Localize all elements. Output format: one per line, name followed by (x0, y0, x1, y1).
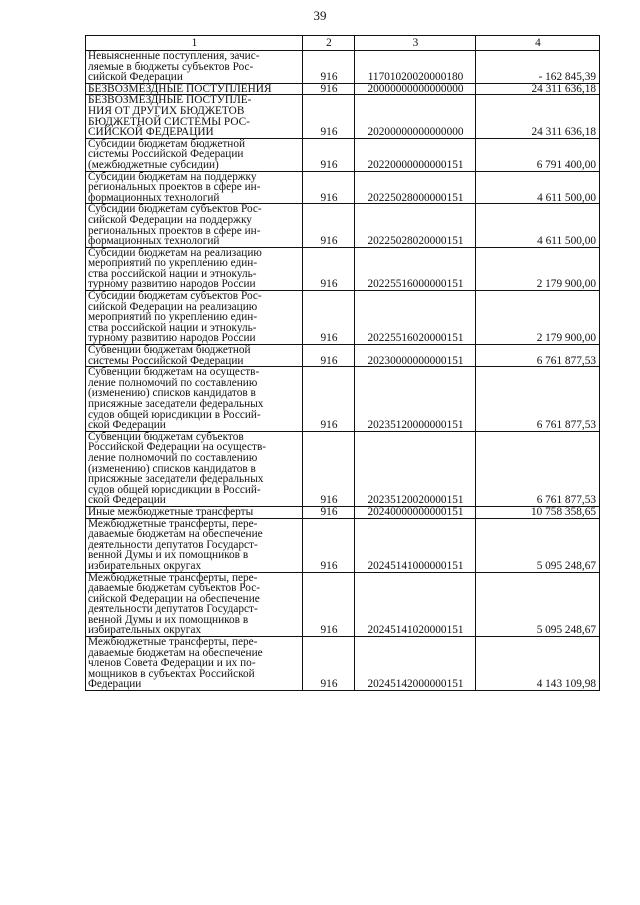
revenue-name-cell (86, 572, 303, 637)
amount-cell: 4 143 109,98 (476, 637, 600, 691)
admin-code-cell: 916 (303, 247, 355, 290)
revenue-name-line: турному развитию народов России (88, 332, 256, 345)
table-row (86, 83, 600, 95)
revenue-name-line: Субсидии бюджетам субъектов Рос- (88, 203, 262, 216)
amount-cell: - 162 845,39 (476, 51, 600, 84)
budget-classification-code-cell: 20245141020000151 (355, 572, 476, 637)
admin-code-cell: 916 (303, 95, 355, 138)
amount-cell: 6 791 400,00 (476, 138, 600, 171)
budget-classification-code-cell: 20230000000000151 (355, 345, 476, 367)
column-header-admin: 2 (303, 36, 355, 51)
revenue-name-line: системы Российской Федерации (88, 148, 244, 161)
budget-classification-code-cell: 20235120020000151 (355, 431, 476, 506)
budget-classification-code-cell: 20000000000000000 (355, 83, 476, 95)
admin-code-cell: 916 (303, 291, 355, 345)
revenue-name-line: даваемые бюджетам на обеспечение (88, 528, 263, 541)
admin-code-cell: 916 (303, 506, 355, 518)
amount-cell: 2 179 900,00 (476, 247, 600, 290)
table-row (86, 291, 600, 345)
revenue-name-line: Межбюджетные трансферты, пере- (88, 571, 258, 584)
revenue-name-line: ства российской нации и этнокуль- (88, 321, 257, 334)
table-row (86, 171, 600, 204)
table-body (86, 36, 600, 691)
revenue-name-cell (86, 345, 303, 367)
budget-revenue-table (85, 35, 600, 691)
table-row (86, 637, 600, 691)
amount-cell: 2 179 900,00 (476, 291, 600, 345)
revenue-name-line: БЕЗВОЗМЕЗДНЫЕ ПОСТУПЛЕНИЯ (88, 82, 272, 95)
budget-classification-code-cell: 20235120000000151 (355, 367, 476, 432)
admin-code-cell: 916 (303, 431, 355, 506)
revenue-name-cell (86, 637, 303, 691)
revenue-name-line: Иные межбюджетные трансферты (88, 505, 254, 518)
revenue-name-line: Субвенции бюджетам субъектов (88, 430, 244, 443)
admin-code-cell: 916 (303, 171, 355, 204)
admin-code-cell: 916 (303, 204, 355, 247)
revenue-name-cell (86, 506, 303, 518)
budget-classification-code-cell: 20200000000000000 (355, 95, 476, 138)
revenue-name-line: Субвенции бюджетам бюджетной (88, 344, 251, 357)
revenue-name-line: Субвенции бюджетам на осуществ- (88, 366, 260, 379)
revenue-name-line: судов общей юрисдикции в Россий- (88, 483, 261, 496)
revenue-name-cell (86, 138, 303, 171)
revenue-name-line: деятельности депутатов Государст- (88, 538, 258, 551)
revenue-name-line: НИЯ ОТ ДРУГИХ БЮДЖЕТОВ (88, 104, 245, 117)
revenue-name-line: Субсидии бюджетам на реализацию (88, 246, 262, 259)
table-row (86, 345, 600, 367)
revenue-name-cell (86, 95, 303, 138)
revenue-name-line: ской Федерации (88, 419, 166, 432)
budget-classification-code-cell: 20245141000000151 (355, 518, 476, 572)
amount-cell: 6 761 877,53 (476, 367, 600, 432)
amount-cell: 10 758 358,65 (476, 506, 600, 518)
revenue-name-line: турному развитию народов России (88, 278, 256, 291)
revenue-name-line: БЮДЖЕТНОЙ СИСТЕМЫ РОС- (88, 115, 250, 128)
revenue-name-line: сийской Федерации на обеспечение (88, 592, 260, 605)
revenue-name-line: (межбюджетные субсидии) (88, 158, 219, 171)
revenue-name-line: БЕЗВОЗМЕЗДНЫЕ ПОСТУПЛЕ- (88, 94, 252, 107)
revenue-name-line: Субсидии бюджетам на поддержку (88, 170, 257, 183)
revenue-name-line: (изменению) списков кандидатов в (88, 462, 256, 475)
revenue-name-line: (изменению) списков кандидатов в (88, 387, 256, 400)
budget-classification-code-cell: 20245142000000151 (355, 637, 476, 691)
revenue-name-cell (86, 431, 303, 506)
revenue-name-line: Невыясненные поступления, зачис- (88, 50, 260, 62)
budget-classification-code-cell: 20225516020000151 (355, 291, 476, 345)
revenue-name-line: деятельности депутатов Государст- (88, 603, 258, 616)
budget-classification-code-cell: 20225516000000151 (355, 247, 476, 290)
revenue-name-line: Субсидии бюджетам бюджетной (88, 137, 246, 150)
budget-classification-code-cell: 20220000000000151 (355, 138, 476, 171)
revenue-name-line: избирательных округах (88, 559, 202, 572)
revenue-name-line: ляемые в бюджеты субъектов Рос- (88, 60, 254, 73)
revenue-name-cell (86, 83, 303, 95)
table-row (86, 204, 600, 247)
table-row (86, 247, 600, 290)
admin-code-cell: 916 (303, 572, 355, 637)
amount-cell: 24 311 636,18 (476, 95, 600, 138)
amount-cell: 24 311 636,18 (476, 83, 600, 95)
budget-classification-code-cell: 20225028020000151 (355, 204, 476, 247)
revenue-name-line: сийской Федерации (88, 71, 183, 84)
revenue-name-line: ства российской нации и этнокуль- (88, 267, 257, 280)
amount-cell: 4 611 500,00 (476, 204, 600, 247)
revenue-name-line: ской Федерации (88, 494, 166, 507)
amount-cell: 4 611 500,00 (476, 171, 600, 204)
revenue-name-line: формационных технологий (88, 191, 220, 204)
revenue-name-line: присяжные заседатели федеральных (88, 398, 264, 410)
revenue-name-cell (86, 51, 303, 84)
budget-classification-code-cell: 11701020020000180 (355, 51, 476, 84)
admin-code-cell: 916 (303, 637, 355, 691)
admin-code-cell: 916 (303, 83, 355, 95)
budget-classification-code-cell: 20225028000000151 (355, 171, 476, 204)
revenue-name-cell (86, 204, 303, 247)
revenue-name-cell (86, 291, 303, 345)
revenue-name-line: венной Думы и их помощников в (88, 549, 249, 562)
column-header-amount: 4 (476, 36, 600, 51)
revenue-name-line: мероприятий по укреплению един- (88, 257, 258, 270)
revenue-name-cell (86, 518, 303, 572)
revenue-name-line: ление полномочий по составлению (88, 376, 258, 389)
revenue-name-line: Федерации (88, 678, 142, 691)
amount-cell: 5 095 248,67 (476, 572, 600, 637)
table-row (86, 95, 600, 138)
revenue-name-cell (86, 171, 303, 204)
admin-code-cell: 916 (303, 138, 355, 171)
revenue-name-line: сийской Федерации на поддержку (88, 213, 252, 226)
revenue-name-line: Межбюджетные трансферты, пере- (88, 517, 258, 530)
revenue-name-line: мощников в субъектах Российской (88, 667, 255, 680)
revenue-name-cell (86, 367, 303, 432)
revenue-name-line: даваемые бюджетам субъектов Рос- (88, 582, 260, 595)
revenue-name-line: системы Российской Федерации (88, 354, 244, 367)
revenue-name-line: даваемые бюджетам на обеспечение (88, 646, 263, 659)
table-row (86, 518, 600, 572)
column-header-name: 1 (86, 36, 303, 51)
revenue-name-line: региональных проектов в сфере ин- (88, 224, 261, 237)
table-row (86, 431, 600, 506)
revenue-name-line: судов общей юрисдикции в Россий- (88, 408, 261, 421)
revenue-name-line: присяжные заседатели федеральных (88, 473, 264, 486)
column-header-code: 3 (355, 36, 476, 51)
revenue-name-line: региональных проектов в сфере ин- (88, 181, 261, 194)
table-row (86, 138, 600, 171)
table-row (86, 367, 600, 432)
table-row (86, 506, 600, 518)
table-header-row (86, 36, 600, 51)
table-row (86, 51, 600, 84)
amount-cell: 6 761 877,53 (476, 345, 600, 367)
revenue-name-line: СИЙСКОЙ ФЕДЕРАЦИИ (88, 126, 214, 139)
revenue-name-line: Субсидии бюджетам субъектов Рос- (88, 290, 262, 303)
admin-code-cell: 916 (303, 345, 355, 367)
revenue-name-cell (86, 247, 303, 290)
revenue-name-line: избирательных округах (88, 624, 202, 637)
revenue-name-line: ление полномочий по составлению (88, 451, 258, 464)
admin-code-cell: 916 (303, 51, 355, 84)
revenue-name-line: венной Думы и их помощников в (88, 613, 249, 626)
amount-cell: 6 761 877,53 (476, 431, 600, 506)
admin-code-cell: 916 (303, 367, 355, 432)
revenue-name-line: сийской Федерации на реализацию (88, 300, 258, 313)
revenue-name-line: мероприятий по укреплению един- (88, 311, 258, 324)
revenue-name-line: Российской Федерации на осуществ- (88, 441, 267, 454)
revenue-name-line: Межбюджетные трансферты, пере- (88, 636, 258, 649)
revenue-name-line: формационных технологий (88, 235, 220, 248)
amount-cell: 5 095 248,67 (476, 518, 600, 572)
page-number: 39 (313, 8, 327, 23)
admin-code-cell: 916 (303, 518, 355, 572)
budget-classification-code-cell: 20240000000000151 (355, 506, 476, 518)
table-row (86, 572, 600, 637)
revenue-name-line: членов Совета Федерации и их по- (88, 657, 256, 670)
